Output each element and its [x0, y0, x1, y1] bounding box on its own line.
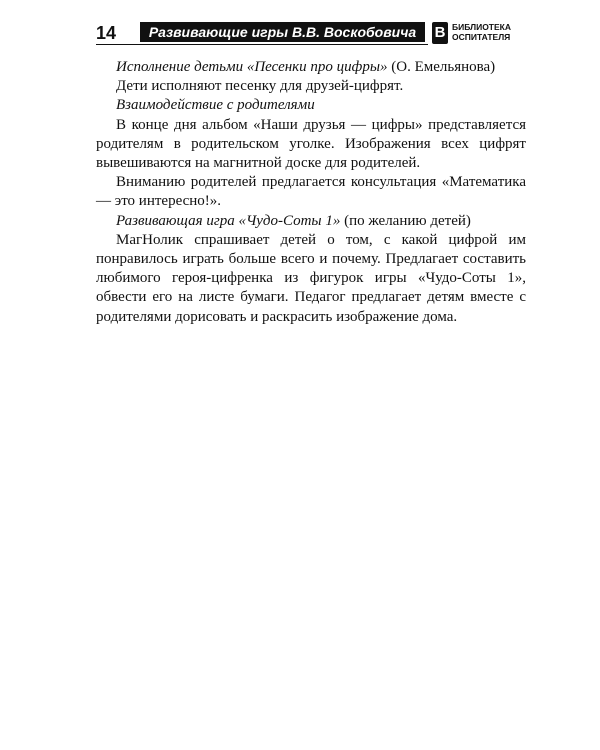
header-rule: [96, 44, 428, 45]
page-number: 14: [96, 23, 117, 43]
series-logo-line-1: БИБЛИОТЕКА: [452, 22, 511, 32]
song-heading-author: (О. Емельянова): [387, 59, 496, 75]
paragraph-song-performance: Дети исполняют песенку для друзей-цифрят.: [116, 78, 404, 95]
running-header: [96, 22, 526, 46]
paragraph-consultation: Вниманию родителей предлагается консультация «Математика — это интересно!».: [96, 174, 526, 210]
game-heading-note: (по желанию детей): [340, 212, 471, 229]
song-heading-italic: Исполнение детьми «Песенки про цифры»: [116, 59, 388, 75]
series-logo-line-2: ОСПИТАТЕЛЯ: [452, 32, 511, 42]
paragraph-album: В конце дня альбом «Наши друзья — цифры» представляется родителям в родительском уголке. Изображения всех цифрят вывешиваются на магнитной доске для родителей.: [96, 116, 526, 172]
series-logo: [432, 22, 526, 46]
paragraph-game-heading: [96, 212, 526, 231]
page-body: [96, 58, 526, 327]
paragraph-parents-heading: Взаимодействие с родителями: [116, 97, 315, 114]
series-logo-text: [452, 22, 526, 42]
paragraph-game-description: МагНолик спрашивает детей о том, с какой цифрой им понравилось играть больше всего и почему. Предлагает составить любимого героя-цифренка из фигурок игры «Чудо-Соты 1», обвести его на листе бумаги. Педагог предлагает детям вместе с родителями дорисовать и раскрасить изображение дома.: [96, 231, 526, 325]
game-heading-italic: Развивающая игра «Чудо-Соты 1»: [116, 212, 341, 229]
book-title-bar: Развивающие игры В.В. Воскобовича: [140, 22, 425, 42]
paragraph-song-heading: [96, 58, 526, 77]
series-logo-letter: В: [432, 22, 448, 44]
